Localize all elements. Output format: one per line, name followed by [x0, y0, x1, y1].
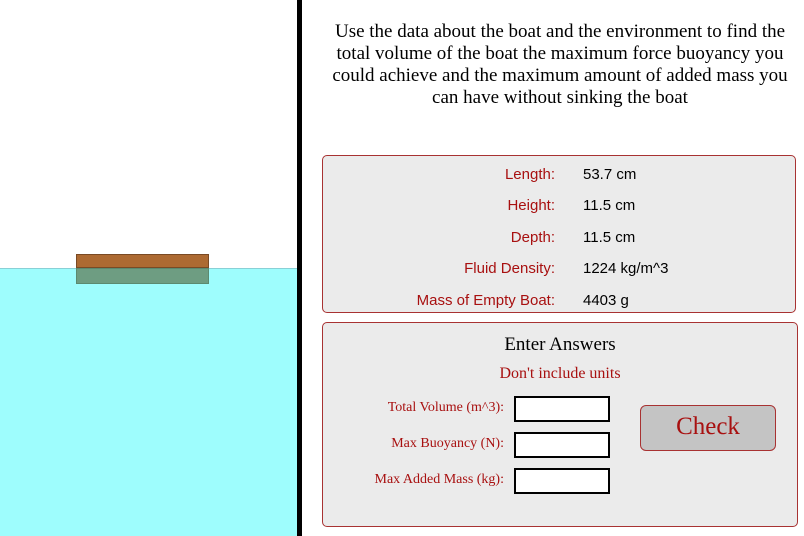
water: [0, 268, 298, 536]
fluid-density-label: Fluid Density:: [464, 260, 555, 277]
simulation-pane: [0, 0, 298, 536]
instructions-text: Use the data about the boat and the environment to find the total volume of the boat the maximum force buoyancy you could achieve and the maximum amount of added mass you can have without sinking the boat: [332, 21, 788, 108]
max-buoyancy-input[interactable]: [514, 432, 610, 458]
answer-subtitle: Don't include units: [499, 365, 621, 382]
total-volume-label: Total Volume (m^3):: [387, 400, 504, 415]
depth-label: Depth:: [510, 229, 555, 246]
depth-value: 11.5 cm: [583, 229, 636, 246]
data-row-fluid-density: [323, 260, 797, 280]
length-label: Length:: [504, 166, 555, 183]
boat-submerged: [76, 268, 209, 284]
max-added-mass-label: Max Added Mass (kg):: [374, 472, 504, 487]
data-row-depth: [323, 229, 797, 249]
data-row-height: [323, 197, 797, 217]
max-buoyancy-label: Max Buoyancy (N):: [391, 436, 504, 451]
total-volume-input[interactable]: [514, 396, 610, 422]
answer-title: Enter Answers: [504, 334, 616, 355]
fluid-density-value: 1224 kg/m^3: [583, 260, 669, 277]
data-row-length: [323, 166, 797, 186]
pane-divider: [297, 0, 302, 536]
check-button[interactable]: Check: [640, 405, 776, 451]
height-value: 11.5 cm: [583, 197, 636, 214]
length-value: 53.7 cm: [583, 166, 637, 183]
mass-value: 4403 g: [583, 292, 629, 309]
max-added-mass-input[interactable]: [514, 468, 610, 494]
height-label: Height:: [507, 197, 555, 214]
boat-above-water: [76, 254, 209, 268]
mass-label: Mass of Empty Boat:: [416, 292, 555, 309]
data-row-mass: [323, 292, 797, 312]
boat: [76, 254, 209, 284]
answer-panel: [322, 322, 798, 527]
boat-data-panel: [322, 155, 796, 313]
